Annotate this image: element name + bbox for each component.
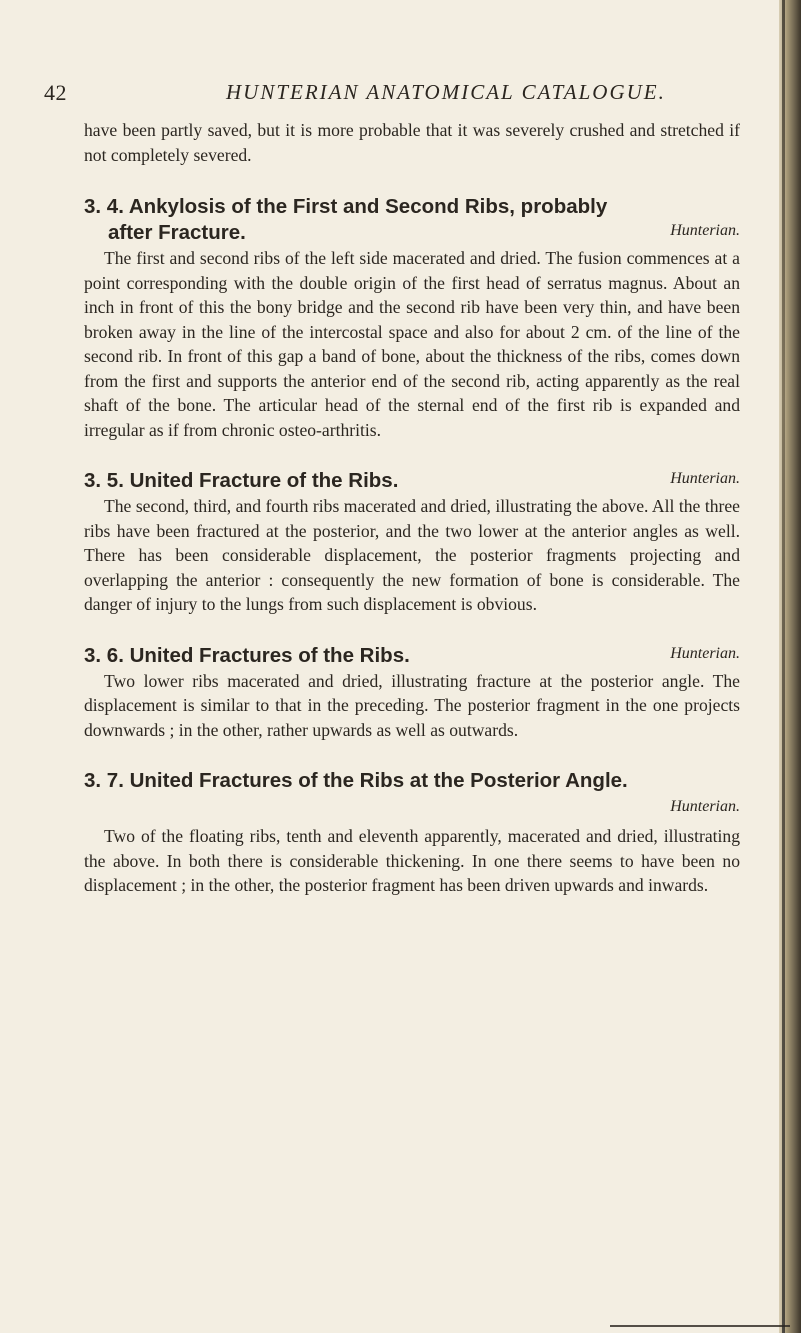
entry-body: The second, third, and fourth ribs macerated and dried, illustrating the above. All the three ribs have been fractured at the posterior, and the two lower at the anterior angles as well. There has been considerable displacement, the posterior fragments projecting and overlapping the anterior : consequently the new formation of bone is considerable. The danger of injury to the lungs from such displacement is obvious. (84, 496, 740, 614)
entry-heading (84, 194, 740, 246)
running-title: HUNTERIAN ANATOMICAL CATALOGUE. (226, 80, 666, 104)
entry-heading (84, 768, 740, 794)
entry-number: 3. 4. (84, 195, 124, 218)
entry-number: 3. 7. (84, 769, 124, 792)
entry-source: Hunterian. (670, 644, 740, 662)
entry-source: Hunterian. (670, 470, 740, 487)
entry-heading (84, 643, 740, 669)
entry-title-line2: after Fracture. (108, 221, 246, 244)
intro-paragraph: have been partly saved, but it is more probable that it was severely crushed and stretched if not completely severed. (84, 120, 740, 165)
entry-title-line1: United Fracture of the Ribs. (129, 469, 399, 492)
bottom-rule (610, 1325, 790, 1327)
entry-body: The first and second ribs of the left side macerated and dried. The fusion commences at a point corresponding with the double origin of the first head of serratus magnus. About an inch in front of this the bony bridge and the second rib have been very thin, and have been broken away in the line of the intercostal space and also for about 2 cm. of the line of the second rib. In front of this gap a band of bone, about the thickness of the ribs, comes down from the first and supports the anterior end of the second rib, acting apparently as the real shaft of the bone. The articular head of the sternal end of the first rib is expanded and irregular as if from chronic osteo-arthritis. (84, 248, 740, 440)
entry-body: Two of the floating ribs, tenth and eleventh apparently, macerated and dried, illustrating the above. In both there is considerable thickening. In one there seems to have been no displacement ; in the other, the posterior fragment has been driven upwards and inwards. (84, 826, 740, 895)
binding-edge (782, 0, 785, 1333)
catalogue-entry-3-7 (84, 768, 740, 898)
catalogue-entry-3-4 (84, 194, 740, 442)
catalogue-entry-3-5 (84, 468, 740, 617)
entry-number: 3. 6. (84, 643, 124, 667)
page-number: 42 (44, 80, 67, 105)
entry-title-line1: Ankylosis of the First and Second Ribs, probably (128, 195, 608, 218)
entry-source: Hunterian. (670, 222, 740, 239)
catalogue-entry-3-6 (84, 643, 740, 743)
entry-title-line1: United Fractures of the Ribs at the Posterior Angle. (129, 769, 628, 792)
page-header (44, 80, 744, 110)
entry-title-line2-wrap (84, 220, 740, 246)
entry-source: Hunterian. (670, 798, 740, 815)
entry-heading (84, 468, 740, 494)
page-content (84, 118, 740, 898)
entry-number: 3. 5. (84, 469, 124, 492)
entry-body: Two lower ribs macerated and dried, illustrating fracture at the posterior angle. The displacement is similar to that in the preceding. The posterior fragment in the one projects downwards ; in the other, rather upwards as well as outwards. (84, 670, 740, 740)
entry-title-line1: United Fractures of the Ribs. (129, 643, 410, 667)
